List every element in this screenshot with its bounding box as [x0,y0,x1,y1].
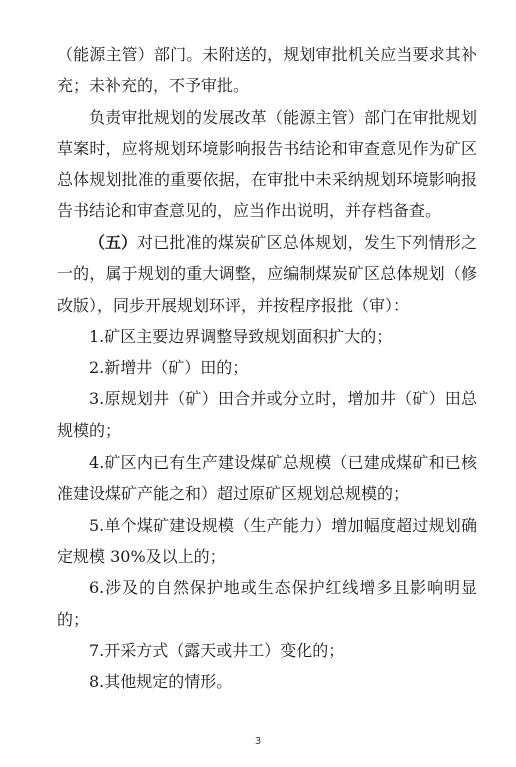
list-item: 7.开采方式（露天或井工）变化的； [89,641,345,660]
section-marker: （五） [89,233,138,252]
text-line: 充；未补充的，不予审批。 [57,76,250,95]
text-line: 准建设煤矿产能之和）超过原矿区规划总规模的； [57,484,410,503]
paragraph-five-first-line [89,231,477,255]
text-line: 负责审批规划的发展改革（能源主管）部门在审批规划 [89,108,477,127]
text-line: 定规模 30%及以上的； [57,547,226,566]
text-line: 改版），同步开展规划环评，并按程序报批（审）： [57,296,410,315]
list-item: 6.涉及的自然保护地或生态保护红线增多且影响明显 [89,578,477,597]
text-line: （能源主管）部门。未附送的，规划审批机关应当要求其补 [57,45,477,64]
list-item: 8.其他规定的情形。 [89,672,233,691]
text-line: 草案时，应将规划环境影响报告书结论和审查意见作为矿区 [57,139,477,158]
text-segment: 对已批准的煤炭矿区总体规划，发生下列情形之 [137,233,477,252]
list-item: 2.新增井（矿）田的； [89,358,249,377]
text-line: 总体规划批准的重要依据，在审批中未采纳规划环境影响报 [57,170,477,189]
text-line: 一的，属于规划的重大调整，应编制煤炭矿区总体规划（修 [57,264,477,283]
list-item: 3.原规划井（矿）田合并或分立时，增加井（矿）田总 [89,389,477,408]
list-item: 4.矿区内已有生产建设煤矿总规模（已建成煤矿和已核 [89,453,477,472]
text-line: 规模的； [57,421,122,440]
list-item: 1.矿区主要边界调整导致规划面积扩大的； [89,327,393,346]
text-line: 的； [57,610,90,629]
list-item: 5.单个煤矿建设规模（生产能力）增加幅度超过规划确 [89,516,477,535]
text-line: 告书结论和审查意见的，应当作出说明，并存档备查。 [57,201,442,220]
page-number: 3 [254,736,262,747]
